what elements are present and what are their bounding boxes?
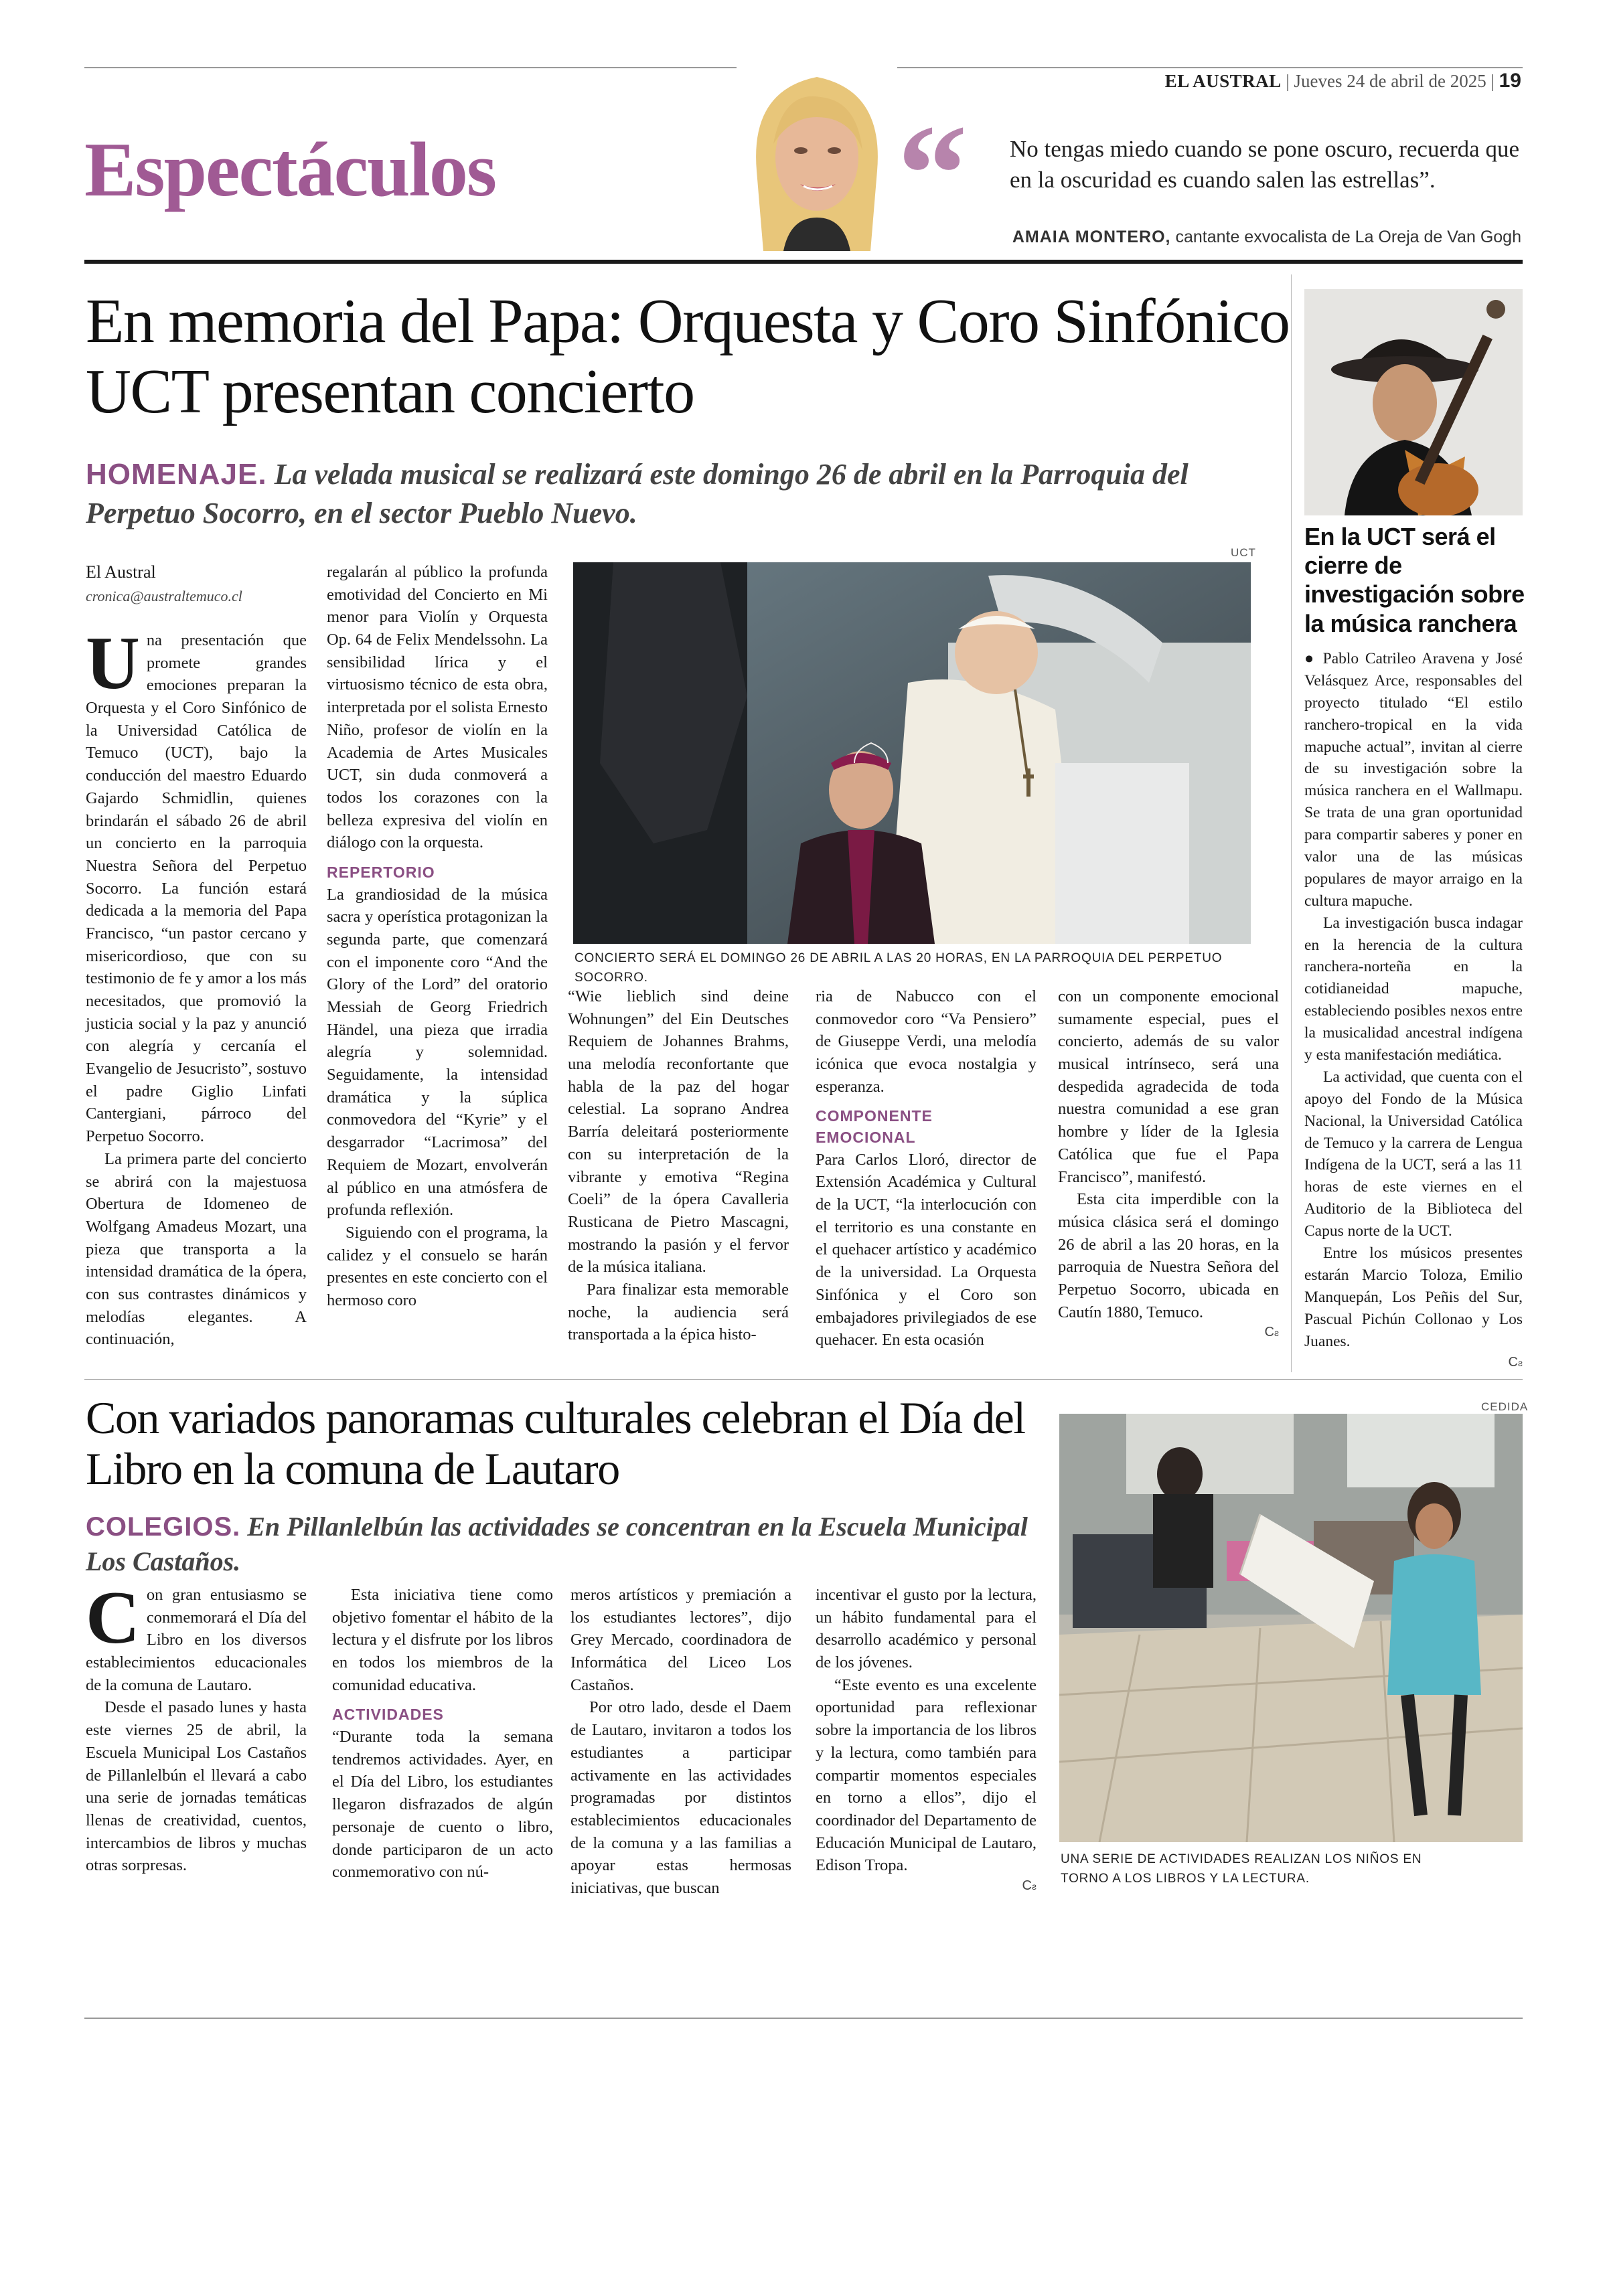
folio: EL AUSTRAL | Jueves 24 de abril de 2025 | 19 <box>1164 70 1521 92</box>
article-2-column-3 <box>570 1584 791 1900</box>
sidebar-body <box>1304 648 1523 1372</box>
end-of-story-icon: Cƨ <box>1508 1354 1523 1370</box>
sidebar-p4: Entre los músicos presentes estarán Marcio Toloza, Emilio Manquepán, Los Peñis del Sur, Pascual Pichún Collonao y Los Juanes. <box>1304 1244 1523 1350</box>
article-2-col4-p1: incentivar el gusto por la lectura, un hábito fundamental para el desarrollo académico y personal de los jóvenes. <box>816 1586 1037 1672</box>
article-1-column-2 <box>327 561 548 1312</box>
end-of-story-icon: Cƨ <box>1264 1325 1279 1340</box>
sidebar-p3: La actividad, que cuenta con el apoyo del Fondo de la Música Nacional, la Universidad Católica de Temuco y la carrera de Lengua Indígena de la UCT, será a las 11 horas de este viernes en el Auditorio de la Biblioteca del Capus norte de la UCT. <box>1304 1068 1523 1240</box>
article-1-column-4 <box>816 985 1037 1351</box>
article-1-col3-p1: “Wie lieblich sind deine Wohnungen” del Ein Deutsches Requiem de Johannes Brahms, una melodía reconfortante que habla de la paz del hogar celestial. La soprano Andrea Barría deleitará posteriormente con su interpretación de la vibrante y emotiva “Regina Coeli” de la ópera Cavalleria Rusticana de Pietro Mascagni, mostrando la pasión y el fervor de la música italiana. <box>568 987 789 1277</box>
article-2-headline: Con variados panoramas culturales celebran el Día del Libro en la comuna de Lautaro <box>86 1392 1025 1495</box>
classroom-photo <box>1059 1414 1523 1842</box>
article-1-col5-p1: con un componente emocional sumamente especial, pues el concierto, además de su valor musical intrínseco, será una despedida agradecida de toda nuestra comunidad a ese gran hombre y líder de la Iglesia Católica que fue el Papa Francisco”, manifestó. <box>1058 987 1279 1186</box>
article-2-column-2 <box>332 1584 553 1884</box>
article-2-col3-p1: meros artísticos y premiación a los estudiantes lectores”, dijo Grey Mercado, coordinadora de Informática del Liceo Los Castaños. <box>570 1586 791 1694</box>
article-1-column-1 <box>86 622 307 1351</box>
article-1-col1-p2: La primera parte del concierto se abrirá con la majestuosa Obertura de Idomeneo de Wolfgang Amadeus Mozart, una pieza que transporta a la intensidad dramática de la ópera, con sus contrastes dinámicos y melodías elegantes. A continuación, <box>86 1149 307 1349</box>
article-1-col2-p2: La grandiosidad de la música sacra y operística protagonizan la segunda parte, que comenzará con el imponente coro “And the Glory of the Lord” del oratorio Messiah de Georg Friedrich Händel, una pieza que irradia alegría y solemnidad. Seguidamente, la intensidad dramática y la súplica conmovedora del “Kyrie” y el desgarrador “Lacrimosa” del Requiem de Mozart, envolverán al público en una atmósfera de profunda reflexión. <box>327 885 548 1220</box>
article-2-deck-text: En Pillanlelbún las actividades se concentran en la Escuela Municipal Los Castaños. <box>86 1511 1028 1576</box>
article-2-deck <box>86 1509 1050 1579</box>
bullet-icon: ● <box>1304 650 1323 667</box>
publication-name: EL AUSTRAL <box>1164 71 1282 91</box>
page-number: 19 <box>1499 70 1521 92</box>
article-1-photo-caption: CONCIERTO SERÁ EL DOMINGO 26 DE ABRIL A LAS 20 HORAS, EN LA PARROQUIA DEL PERPETUO SOCORRO. <box>575 951 1223 985</box>
pope-photo <box>573 562 1251 944</box>
quote-author-role: cantante exvocalista de La Oreja de Van Gogh <box>1175 228 1521 246</box>
sidebar-divider <box>1291 274 1292 1372</box>
sidebar-headline: En la UCT será el cierre de investigación sobre la música ranchera <box>1304 523 1525 637</box>
article-1-subhead-repertorio: REPERTORIO <box>327 863 435 881</box>
bottom-rule <box>84 2018 1523 2019</box>
article-2-subhead-actividades: ACTIVIDADES <box>332 1706 444 1724</box>
article-1-col2-p1: regalarán al público la profunda emotividad del Concierto en Mi menor para Violín y Orquesta Op. 64 de Felix Mendelssohn. La sensibilidad lírica y el virtuosismo técnico de esta obra, interpretada por el solista Ernesto Niño, profesor de violín en la Academia de Artes Musicales UCT, sin duda conmoverá a todos los corazones con la belleza expresiva del violín en diálogo con la orquesta. <box>327 563 548 852</box>
end-of-story-icon: Cƨ <box>1022 1878 1037 1893</box>
article-2-dropcap: C <box>86 1576 140 1659</box>
article-1-dropcap: U <box>86 622 140 705</box>
byline-email[interactable]: cronica@australtemuco.cl <box>86 588 242 604</box>
article-1-photo-credit: UCT <box>1231 546 1256 559</box>
sidebar-p2: La investigación busca indagar en la herencia de la cultura ranchera-norteña en la cotidianeidad mapuche, estableciendo posibles nexos entre la musicalidad ancestral indígena y esta manifestación mediática. <box>1304 914 1523 1064</box>
quote-mark-icon: “ <box>897 96 968 252</box>
article-2-photo-caption: UNA SERIE DE ACTIVIDADES REALIZAN LOS NIÑOS EN TORNO A LOS LIBROS Y LA LECTURA. <box>1061 1852 1422 1886</box>
article-2-kicker: COLEGIOS. <box>86 1512 241 1542</box>
article-1-col5-p2: Esta cita imperdible con la música clásica será el domingo 26 de abril a las 20 horas, en la parroquia de Nuestra Señora del Perpetuo Socorro, ubicada en Cautín 1880, Temuco. <box>1058 1190 1279 1321</box>
article-2-column-4 <box>816 1584 1037 1895</box>
article-1-deck <box>86 455 1224 533</box>
article-2-column-1 <box>86 1576 307 1877</box>
sidebar-p1: Pablo Catrileo Aravena y José Velásquez Arce, responsables del proyecto titulado “El estilo ranchero-tropical en la vida mapuche actual”, invitan al cierre de su investigación sobre la música ranchera en el Wallmapu. Se trata de una gran oportunidad para compartir saberes y poner en valor una de las músicas populares de mayor arraigo en la cultura mapuche. <box>1304 650 1523 910</box>
byline: El Austral <box>86 562 156 582</box>
article-2-rule <box>84 1379 1523 1380</box>
article-1-headline: En memoria del Papa: Orquesta y Coro Sinfónico UCT presentan concierto <box>86 286 1290 427</box>
singer-photo <box>1304 289 1523 515</box>
article-1-column-5 <box>1058 985 1279 1342</box>
article-1-subhead-componente: COMPONENTE EMOCIONAL <box>816 1107 933 1147</box>
article-2-col2-p1: Esta iniciativa tiene como objetivo fomentar el hábito de la lectura y el disfrute por los libros en todos los miembros de la comunidad educativa. <box>332 1586 553 1694</box>
article-2-col1-p2: Desde el pasado lunes y hasta este viernes 25 de abril, la Escuela Municipal Los Castaños de Pillanlelbún el llevará a cabo una serie de jornadas temáticas llenas de creatividad, cuentos, intercambios de libros y muchas otras sorpresas. <box>86 1698 307 1875</box>
article-1-deck-text: La velada musical se realizará este domingo 26 de abril en la Parroquia del Perpetuo Socorro, en el sector Pueblo Nuevo. <box>86 458 1189 530</box>
quote-attribution <box>1012 228 1521 247</box>
issue-date: Jueves 24 de abril de 2025 <box>1294 71 1486 91</box>
quote-author-portrait <box>737 50 897 251</box>
section-rule <box>84 260 1523 264</box>
article-2-col4-p2: “Este evento es una excelente oportunidad para reflexionar sobre la importancia de los libros y la lectura, como también para compartir momentos especiales en torno a ellos”, dijo el coordinador del Departamento de Educación Municipal de Lautaro, Edison Tropa. <box>816 1675 1037 1875</box>
article-1-col4-p2: Para Carlos Lloró, director de Extensión Académica y Cultural de la UCT, “la interlocución con el territorio es una constante en el quehacer artístico y académico de la universidad. La Orquesta Sinfónica y el Coro son embajadores privilegiados de ese quehacer. En esta ocasión <box>816 1150 1037 1349</box>
section-title: Espectáculos <box>84 127 495 213</box>
article-2-col2-p2: “Durante toda la semana tendremos actividades. Ayer, en el Día del Libro, los estudiantes llegaron disfrazados de algún personaje de cuento o libro, donde participaron de un acto conmemorativo con nú- <box>332 1728 553 1882</box>
article-1-kicker: HOMENAJE. <box>86 458 267 491</box>
article-1-col1-p1: na presentación que promete grandes emociones preparan la Orquesta y el Coro Sinfónico de la Universidad Católica de Temuco (UCT), bajo la conducción del maestro Eduardo Gajardo Schmidlin, quienes brindarán el sábado 26 de abril un concierto en la parroquia Nuestra Señora del Perpetuo Socorro. La función estará dedicada a la memoria del Papa Francisco, “un pastor cercano y misericordioso, que con su testimonio de fe y amor a los más necesitados, que promovió la justicia social y la paz y anunció con alegría y cercanía el Evangelio de Jesucristo”, sostuvo el padre Giglio Linfati Cantergiani, párroco del Perpetuo Socorro. <box>86 631 307 1146</box>
article-1-col2-p3: Siguiendo con el programa, la calidez y el consuelo se harán presentes en este concierto con el hermoso coro <box>327 1223 548 1309</box>
article-1-col3-p2: Para finalizar esta memorable noche, la audiencia será transportada a la épica histo- <box>568 1280 789 1344</box>
quote-author-name: AMAIA MONTERO, <box>1012 228 1171 246</box>
article-1-col4-p1: ria de Nabucco con el conmovedor coro “Va Pensiero” de Giuseppe Verdi, una melodía icónica que evoca nostalgia y esperanza. <box>816 987 1037 1096</box>
featured-quote: No tengas miedo cuando se pone oscuro, recuerda que en la oscuridad es cuando salen las estrellas”. <box>1010 136 1519 193</box>
article-2-photo-credit: CEDIDA <box>1481 1400 1529 1413</box>
article-1-column-3 <box>568 985 789 1346</box>
article-2-col1-p1: on gran entusiasmo se conmemorará el Día del Libro en los diversos establecimientos educacionales de la comuna de Lautaro. <box>86 1586 307 1694</box>
article-2-col3-p2: Por otro lado, desde el Daem de Lautaro, invitaron a todos los estudiantes a participar activamente en las actividades programadas por distintos establecimientos educacionales de la comuna y a las familias a apoyar estas hermosas iniciativas, que buscan <box>570 1698 791 1897</box>
